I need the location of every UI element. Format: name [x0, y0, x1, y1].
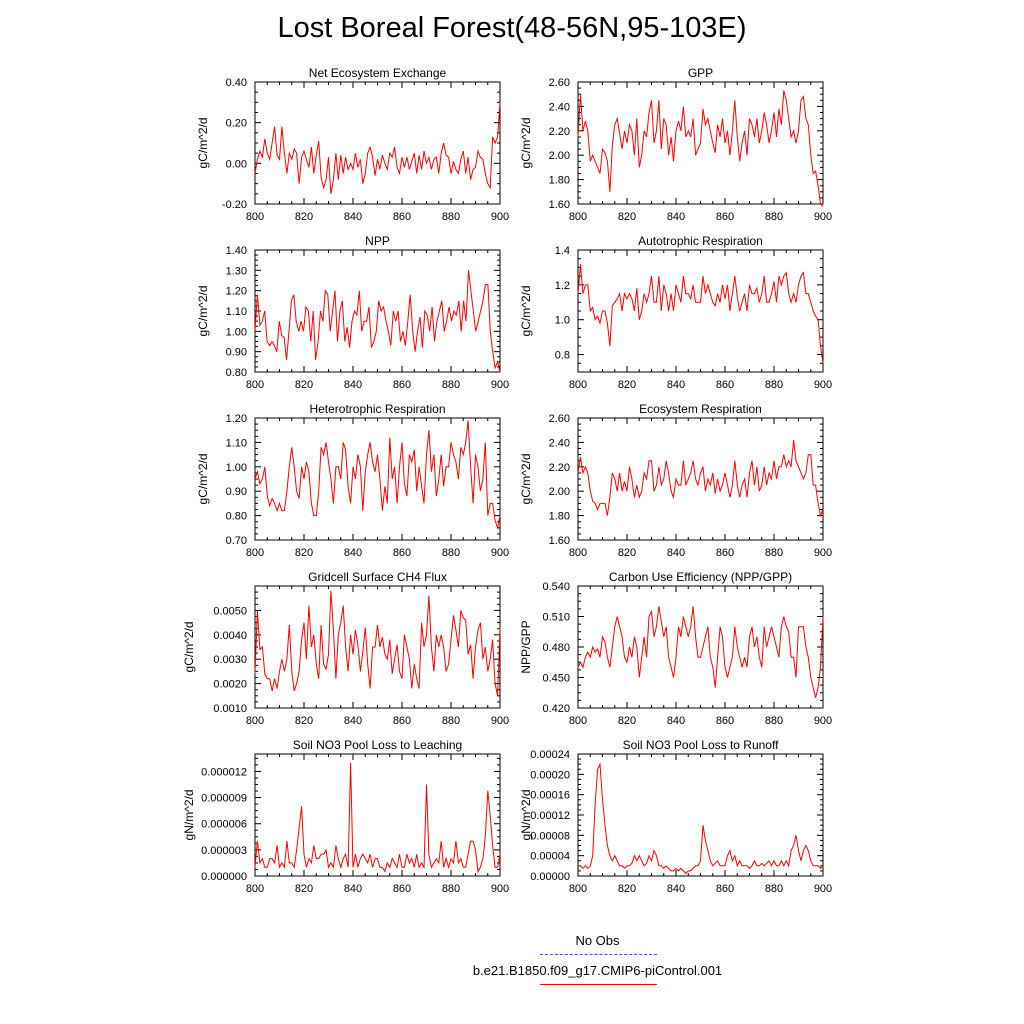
x-tick-label: 880 [764, 379, 784, 391]
x-tick-label: 860 [715, 715, 735, 727]
subplot-7 [182, 570, 509, 727]
x-tick-label: 880 [441, 547, 461, 559]
x-tick-label: 840 [343, 379, 363, 391]
subplot-title: GPP [687, 66, 714, 80]
y-tick-label: 2.00 [548, 486, 570, 499]
subplot-1 [196, 66, 509, 223]
y-tick-label: 1.10 [225, 306, 247, 318]
subplot-title: Net Ecosystem Exchange [308, 66, 447, 80]
subplot-8 [519, 570, 832, 727]
x-tick-label: 900 [813, 211, 833, 223]
x-tick-label: 880 [441, 211, 461, 223]
y-tick-label: 0.0040 [213, 629, 247, 642]
x-tick-label: 800 [568, 211, 588, 223]
series-line [255, 420, 500, 527]
y-tick-label: 1.4 [554, 245, 570, 257]
y-tick-label: 0.000003 [201, 844, 247, 857]
x-tick-label: 840 [343, 547, 363, 559]
y-tick-label: 0.000009 [201, 792, 247, 805]
x-tick-label: 800 [245, 547, 265, 559]
x-tick-label: 900 [490, 883, 510, 895]
x-tick-label: 820 [294, 883, 314, 895]
y-tick-label: 0.00012 [530, 810, 570, 822]
series-line [578, 264, 823, 363]
plot-frame [578, 586, 823, 708]
x-tick-label: 900 [490, 379, 510, 391]
y-tick-label: 0.450 [542, 672, 570, 685]
y-tick-label: 1.10 [225, 437, 247, 450]
x-tick-label: 880 [441, 379, 461, 391]
x-tick-label: 800 [568, 379, 588, 391]
y-tick-label: 0.40 [225, 77, 247, 89]
y-tick-label: 0.90 [225, 346, 247, 359]
y-axis-label: gN/m^2/d [519, 789, 533, 841]
x-tick-label: 820 [617, 715, 637, 727]
x-tick-label: 860 [392, 379, 412, 391]
subplot-title: Heterotrophic Respiration [309, 402, 446, 416]
subplot-9 [182, 738, 509, 895]
x-tick-label: 800 [568, 547, 588, 559]
series-line [255, 763, 500, 872]
subplot-4 [519, 234, 832, 391]
y-tick-label: 0.420 [542, 703, 570, 715]
x-tick-label: 820 [294, 547, 314, 559]
x-tick-label: 880 [441, 715, 461, 727]
subplot-title: Autotrophic Respiration [638, 234, 763, 248]
y-tick-label: 2.00 [548, 150, 570, 163]
subplot-title: Soil NO3 Pool Loss to Leaching [292, 738, 463, 752]
y-tick-label: 0.480 [542, 642, 570, 654]
x-tick-label: 840 [343, 883, 363, 895]
y-tick-label: 0.80 [225, 367, 247, 379]
subplot-title: Carbon Use Efficiency (NPP/GPP) [608, 570, 793, 584]
y-tick-label: 0.8 [554, 349, 570, 362]
x-tick-label: 860 [715, 211, 735, 223]
x-tick-label: 900 [813, 379, 833, 391]
plot-frame [255, 82, 500, 204]
x-tick-label: 900 [490, 211, 510, 223]
y-tick-label: 1.60 [548, 535, 570, 547]
y-tick-label: 1.2 [554, 279, 570, 292]
y-axis-label: NPP/GPP [519, 620, 533, 674]
y-axis-label: gC/m^2/d [196, 285, 210, 337]
x-tick-label: 820 [617, 211, 637, 223]
y-axis-label: gC/m^2/d [182, 621, 196, 673]
x-tick-label: 860 [392, 883, 412, 895]
x-tick-label: 860 [715, 547, 735, 559]
x-tick-label: 820 [617, 547, 637, 559]
subplot-title: Ecosystem Respiration [639, 402, 762, 416]
x-tick-label: 880 [764, 883, 784, 895]
x-tick-label: 880 [764, 547, 784, 559]
y-tick-label: 0.000012 [201, 766, 247, 779]
x-tick-label: 860 [392, 211, 412, 223]
x-tick-label: 820 [294, 379, 314, 391]
legend-obs-line [540, 954, 657, 955]
x-tick-label: 820 [617, 883, 637, 895]
x-tick-label: 880 [441, 883, 461, 895]
y-tick-label: 2.20 [548, 125, 570, 138]
x-tick-label: 860 [715, 883, 735, 895]
y-tick-label: 0.80 [225, 510, 247, 523]
x-tick-label: 800 [245, 211, 265, 223]
y-tick-label: 0.00020 [530, 769, 570, 782]
plot-frame [255, 418, 500, 540]
y-axis-label: gC/m^2/d [196, 453, 210, 505]
subplot-2 [519, 66, 832, 223]
subplot-10 [519, 738, 832, 895]
subplot-3 [196, 234, 509, 391]
y-tick-label: 0.00000 [530, 871, 570, 883]
x-tick-label: 880 [764, 211, 784, 223]
y-tick-label: 0.0030 [213, 654, 247, 667]
legend-case-label: b.e21.B1850.f09_g17.CMIP6-piControl.001 [472, 963, 723, 978]
y-tick-label: 2.40 [548, 437, 570, 450]
y-tick-label: 2.60 [548, 77, 570, 89]
page-title: Lost Boreal Forest(48-56N,95-103E) [277, 12, 747, 44]
y-tick-label: 0.540 [542, 581, 570, 593]
y-tick-label: 1.20 [225, 413, 247, 425]
x-tick-label: 900 [490, 547, 510, 559]
y-tick-label: 0.00024 [530, 749, 570, 761]
y-tick-label: 0.0050 [213, 605, 247, 618]
legend-obs-label: No Obs [575, 933, 620, 948]
y-tick-label: 1.40 [225, 245, 247, 257]
y-tick-label: 2.60 [548, 413, 570, 425]
y-tick-label: 0.000000 [201, 871, 247, 883]
y-tick-label: 0.00016 [530, 789, 570, 802]
subplot-title: Gridcell Surface CH4 Flux [308, 570, 447, 584]
x-tick-label: 840 [343, 211, 363, 223]
x-tick-label: 880 [764, 715, 784, 727]
x-tick-label: 840 [666, 379, 686, 391]
y-tick-label: 1.30 [225, 265, 247, 278]
series-line [578, 606, 823, 698]
y-tick-label: 0.0020 [213, 678, 247, 691]
x-tick-label: 820 [294, 211, 314, 223]
x-tick-label: 840 [666, 883, 686, 895]
y-tick-label: 1.00 [225, 461, 247, 474]
y-tick-label: 2.20 [548, 461, 570, 474]
series-line [578, 764, 823, 873]
x-tick-label: 900 [813, 883, 833, 895]
series-line [255, 102, 500, 194]
x-tick-label: 860 [392, 547, 412, 559]
x-tick-label: 820 [617, 379, 637, 391]
y-axis-label: gN/m^2/d [182, 789, 196, 841]
y-tick-label: 0.00008 [530, 830, 570, 843]
subplot-title: Soil NO3 Pool Loss to Runoff [622, 738, 779, 752]
x-tick-label: 800 [245, 715, 265, 727]
series-line [255, 591, 500, 696]
y-tick-label: 0.00004 [530, 850, 570, 863]
subplot-title: NPP [365, 234, 390, 248]
y-axis-label: gC/m^2/d [519, 285, 533, 337]
x-tick-label: 840 [666, 547, 686, 559]
series-line [578, 91, 823, 207]
y-tick-label: 0.000006 [201, 818, 247, 831]
x-tick-label: 840 [343, 715, 363, 727]
legend-case-line [540, 984, 657, 985]
x-tick-label: 840 [666, 715, 686, 727]
x-tick-label: 800 [245, 883, 265, 895]
y-tick-label: 0.20 [225, 117, 247, 130]
y-tick-label: 0.00 [225, 158, 247, 171]
y-tick-label: 0.0010 [213, 703, 247, 715]
x-tick-label: 800 [568, 715, 588, 727]
subplot-6 [519, 402, 832, 559]
y-axis-label: gC/m^2/d [196, 117, 210, 169]
plot-frame [255, 754, 500, 876]
y-tick-label: 1.0 [554, 314, 570, 327]
y-tick-label: 0.90 [225, 486, 247, 499]
y-tick-label: 1.80 [548, 510, 570, 523]
y-tick-label: 1.00 [225, 326, 247, 339]
x-tick-label: 860 [392, 715, 412, 727]
x-tick-label: 800 [568, 883, 588, 895]
x-tick-label: 900 [813, 547, 833, 559]
series-line [578, 440, 823, 516]
y-tick-label: 1.80 [548, 174, 570, 187]
x-tick-label: 840 [666, 211, 686, 223]
y-tick-label: 2.40 [548, 101, 570, 114]
x-tick-label: 900 [813, 715, 833, 727]
x-tick-label: 900 [490, 715, 510, 727]
y-tick-label: 1.20 [225, 285, 247, 298]
y-tick-label: 0.510 [542, 611, 570, 624]
y-tick-label: -0.20 [221, 199, 247, 211]
x-tick-label: 860 [715, 379, 735, 391]
y-tick-label: 0.70 [225, 535, 247, 547]
x-tick-label: 800 [245, 379, 265, 391]
y-tick-label: 1.60 [548, 199, 570, 211]
x-tick-label: 820 [294, 715, 314, 727]
y-axis-label: gC/m^2/d [519, 117, 533, 169]
plot-frame [578, 250, 823, 372]
subplot-5 [196, 402, 509, 559]
plot-frame [255, 586, 500, 708]
y-axis-label: gC/m^2/d [519, 453, 533, 505]
series-line [255, 270, 500, 372]
